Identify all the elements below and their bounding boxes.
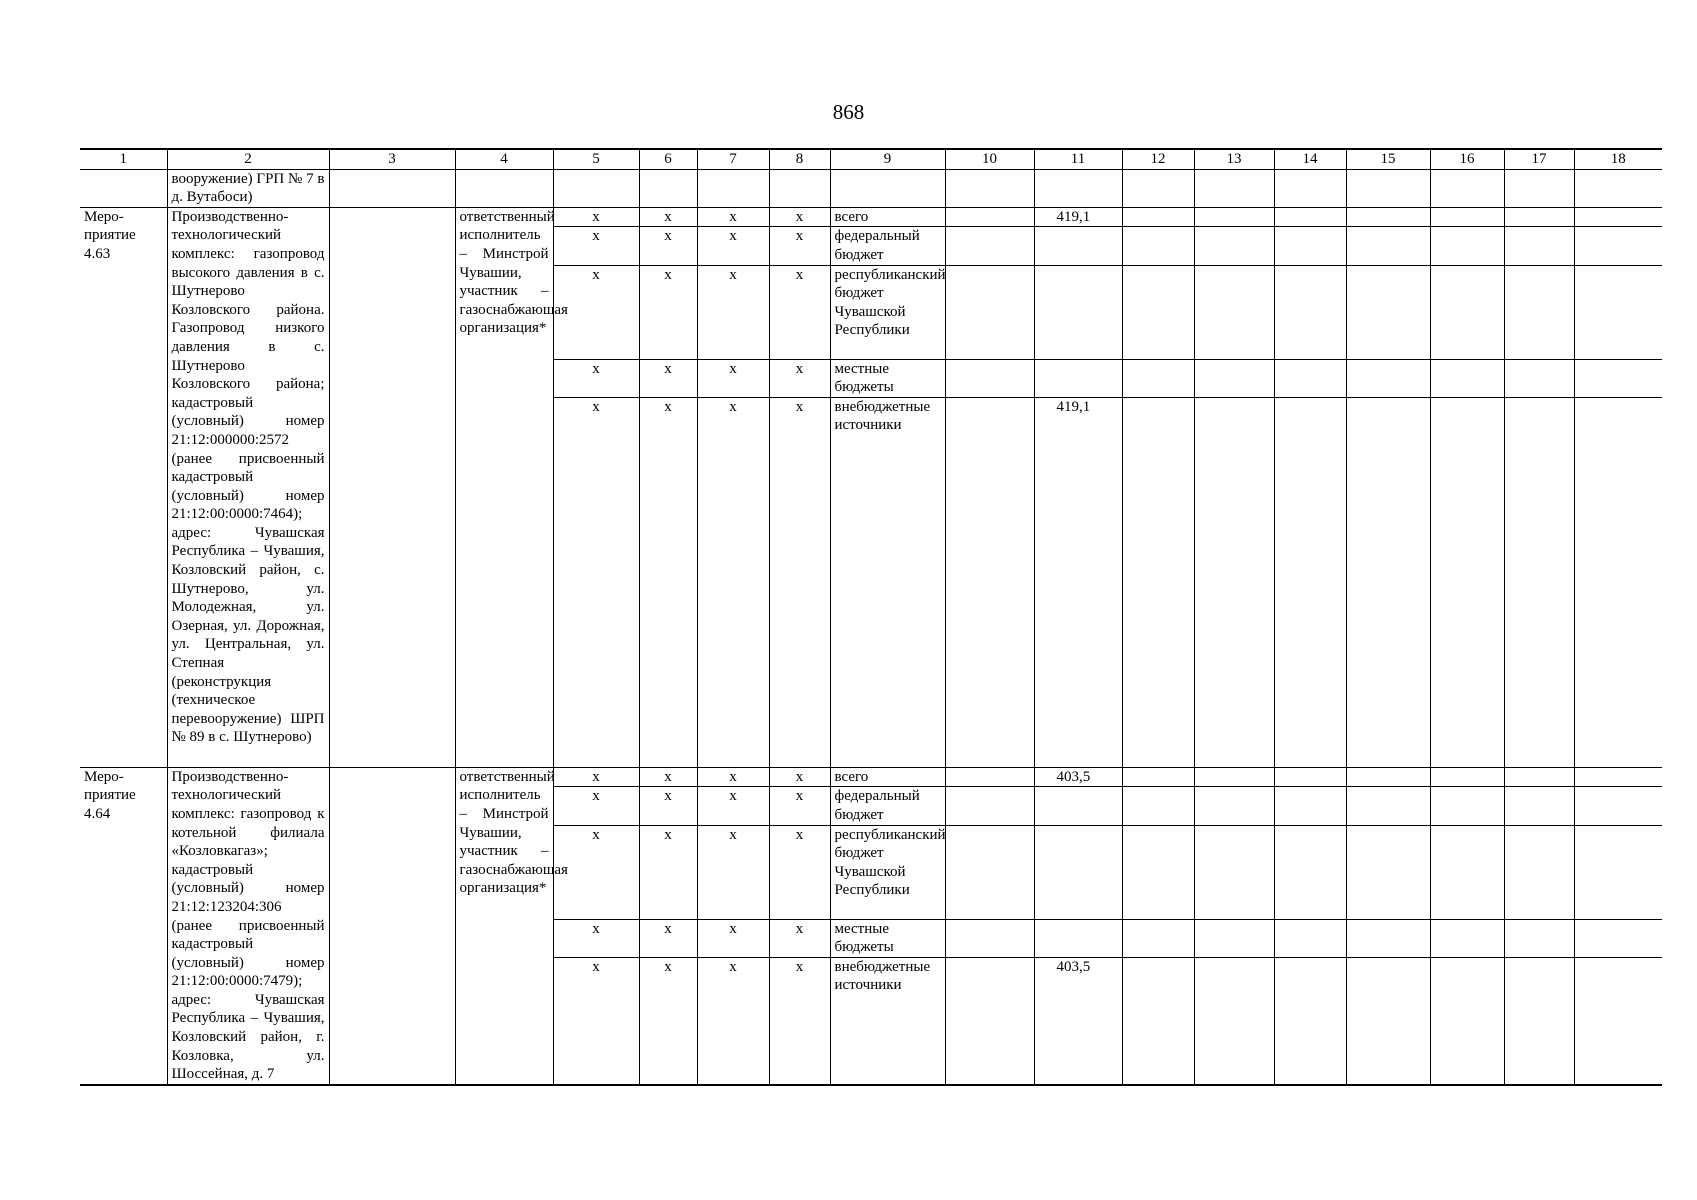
cell-x: х <box>769 767 830 787</box>
amount-value <box>1034 227 1122 265</box>
cell-x: х <box>553 207 639 227</box>
amount-value: 403,5 <box>1034 957 1122 1085</box>
funding-source: местные бюджеты <box>830 359 945 397</box>
cell-empty <box>1194 227 1274 265</box>
cell-x: х <box>697 787 769 825</box>
cell-empty <box>1346 227 1430 265</box>
cell-empty <box>1274 825 1346 919</box>
cell-x: х <box>639 227 697 265</box>
column-number-10: 10 <box>945 149 1034 169</box>
cell-empty <box>945 767 1034 787</box>
funding-source: внебюджетные источники <box>830 957 945 1085</box>
cell-empty <box>1504 957 1574 1085</box>
cell-empty <box>1504 359 1574 397</box>
cell-empty <box>1274 265 1346 359</box>
cell-x: х <box>639 359 697 397</box>
cell-x: х <box>769 227 830 265</box>
cell-x: х <box>697 359 769 397</box>
event-id: Меро- приятие 4.64 <box>80 767 167 1085</box>
cell-x: х <box>769 265 830 359</box>
cell-x: х <box>769 359 830 397</box>
cell-x: х <box>639 207 697 227</box>
event-description: Производственно-технологический комплекс: газопровод к котельной филиала «Козловкагаз»; кадастровый (условный) номер 21:12:123204:306 (ранее присвоенный кадастровый (условный) номер 21:12:00:0000:7479); адрес: Чувашская Республика – Чувашия, Козловский район, г. Козловка, ул. Шоссейная, д. 7 <box>167 767 329 1085</box>
cell-empty <box>1574 227 1662 265</box>
column-number-1: 1 <box>80 149 167 169</box>
cell-empty <box>1430 919 1504 957</box>
cell-x: х <box>553 825 639 919</box>
column-number-14: 14 <box>1274 149 1346 169</box>
cell-empty <box>1430 397 1504 767</box>
cell-empty <box>1194 397 1274 767</box>
cell-x: х <box>639 397 697 767</box>
cell-x: х <box>697 207 769 227</box>
cell-x: х <box>769 957 830 1085</box>
cell-empty <box>1274 957 1346 1085</box>
event-executor: ответственный исполнитель – Минстрой Чувашии, участник – газоснабжающая организация* <box>455 767 553 1085</box>
amount-value <box>1034 825 1122 919</box>
empty-cell <box>329 207 455 767</box>
cell-empty <box>945 397 1034 767</box>
cell-empty <box>945 265 1034 359</box>
empty-cell <box>329 767 455 1085</box>
cell-empty <box>1194 359 1274 397</box>
cell-empty <box>945 919 1034 957</box>
column-number-row <box>80 149 1662 169</box>
cell-empty <box>1430 359 1504 397</box>
cell-x: х <box>553 957 639 1085</box>
amount-value <box>1034 919 1122 957</box>
cell-x: х <box>553 397 639 767</box>
cell-x: х <box>769 825 830 919</box>
funding-source: внебюджетные источники <box>830 397 945 767</box>
cell-empty <box>1574 957 1662 1085</box>
program-table <box>80 148 1662 1086</box>
event-id: Меро- приятие 4.63 <box>80 207 167 767</box>
cell-empty <box>1122 957 1194 1085</box>
cell-empty <box>1274 767 1346 787</box>
cell-empty <box>1430 825 1504 919</box>
column-number-2: 2 <box>167 149 329 169</box>
cell-empty <box>1194 265 1274 359</box>
cell-empty <box>1346 767 1430 787</box>
cell-empty <box>1122 767 1194 787</box>
cell-x: х <box>697 919 769 957</box>
cell-empty <box>1194 825 1274 919</box>
cell-empty <box>1194 957 1274 1085</box>
cell-empty <box>1346 787 1430 825</box>
cell-empty <box>1194 207 1274 227</box>
column-number-8: 8 <box>769 149 830 169</box>
cell-empty <box>1346 825 1430 919</box>
column-number-9: 9 <box>830 149 945 169</box>
cell-empty <box>1504 207 1574 227</box>
event-executor: ответственный исполнитель – Минстрой Чувашии, участник – газоснабжающая организация* <box>455 207 553 767</box>
cell-empty <box>1504 825 1574 919</box>
cell-empty <box>1122 207 1194 227</box>
cell-empty <box>1430 767 1504 787</box>
amount-value: 419,1 <box>1034 207 1122 227</box>
amount-value <box>1034 359 1122 397</box>
cell-empty <box>1430 265 1504 359</box>
funding-source: всего <box>830 207 945 227</box>
cell-empty <box>1574 767 1662 787</box>
cell-empty <box>1346 919 1430 957</box>
cell-empty <box>945 787 1034 825</box>
cell-empty <box>945 957 1034 1085</box>
cell-x: х <box>769 397 830 767</box>
funding-row <box>80 207 1662 227</box>
cell-x: х <box>553 767 639 787</box>
cell-empty <box>1504 227 1574 265</box>
column-number-4: 4 <box>455 149 553 169</box>
cell-empty <box>945 227 1034 265</box>
cell-x: х <box>639 957 697 1085</box>
cell-empty <box>1574 265 1662 359</box>
page-number: 868 <box>832 100 865 124</box>
funding-source: республиканский бюджет Чувашской Республики <box>830 825 945 919</box>
cell-x: х <box>697 397 769 767</box>
cell-x: х <box>769 207 830 227</box>
cell-empty <box>1430 207 1504 227</box>
cell-empty <box>1504 397 1574 767</box>
cell-empty <box>1194 787 1274 825</box>
cell-empty <box>1122 227 1194 265</box>
cell-empty <box>1346 397 1430 767</box>
cell-empty <box>1346 957 1430 1085</box>
cell-empty <box>1430 957 1504 1085</box>
cell-empty <box>1274 397 1346 767</box>
continuation-description: вооружение) ГРП № 7 в д. Вутабоси) <box>167 169 329 207</box>
cell-empty <box>1194 767 1274 787</box>
cell-empty <box>1574 207 1662 227</box>
cell-x: х <box>769 919 830 957</box>
cell-x: х <box>697 227 769 265</box>
funding-source: федеральный бюджет <box>830 227 945 265</box>
cell-empty <box>1346 265 1430 359</box>
cell-empty <box>1122 919 1194 957</box>
column-number-16: 16 <box>1430 149 1504 169</box>
column-number-13: 13 <box>1194 149 1274 169</box>
cell-empty <box>1274 787 1346 825</box>
cell-empty <box>1346 359 1430 397</box>
cell-empty <box>1574 359 1662 397</box>
cell-x: х <box>553 359 639 397</box>
cell-empty <box>1274 359 1346 397</box>
column-number-3: 3 <box>329 149 455 169</box>
cell-empty <box>1574 787 1662 825</box>
cell-empty <box>1430 787 1504 825</box>
column-number-5: 5 <box>553 149 639 169</box>
cell-empty <box>1504 919 1574 957</box>
column-number-17: 17 <box>1504 149 1574 169</box>
funding-source: федеральный бюджет <box>830 787 945 825</box>
cell-empty <box>1122 265 1194 359</box>
cell-empty <box>1274 207 1346 227</box>
cell-empty <box>1504 787 1574 825</box>
cell-empty <box>1122 397 1194 767</box>
funding-row <box>80 767 1662 787</box>
column-number-6: 6 <box>639 149 697 169</box>
cell-empty <box>1122 787 1194 825</box>
amount-value: 419,1 <box>1034 397 1122 767</box>
amount-value: 403,5 <box>1034 767 1122 787</box>
funding-source: республиканский бюджет Чувашской Республики <box>830 265 945 359</box>
cell-x: х <box>769 787 830 825</box>
cell-x: х <box>553 265 639 359</box>
cell-x: х <box>697 957 769 1085</box>
cell-x: х <box>553 919 639 957</box>
column-number-7: 7 <box>697 149 769 169</box>
amount-value <box>1034 265 1122 359</box>
funding-source: всего <box>830 767 945 787</box>
cell-empty <box>1504 265 1574 359</box>
column-number-12: 12 <box>1122 149 1194 169</box>
cell-x: х <box>697 265 769 359</box>
cell-x: х <box>697 825 769 919</box>
cell-empty <box>1574 397 1662 767</box>
amount-value <box>1034 787 1122 825</box>
cell-empty <box>1346 207 1430 227</box>
cell-empty <box>945 359 1034 397</box>
cell-empty <box>945 207 1034 227</box>
cell-x: х <box>639 767 697 787</box>
cell-x: х <box>697 767 769 787</box>
cell-empty <box>1194 919 1274 957</box>
column-number-15: 15 <box>1346 149 1430 169</box>
cell-empty <box>945 825 1034 919</box>
cell-x: х <box>639 265 697 359</box>
cell-x: х <box>639 787 697 825</box>
cell-empty <box>1122 359 1194 397</box>
cell-x: х <box>639 919 697 957</box>
cell-empty <box>1430 227 1504 265</box>
cell-x: х <box>553 227 639 265</box>
cell-empty <box>1504 767 1574 787</box>
cell-empty <box>1574 825 1662 919</box>
event-description: Производственно-технологический комплекс: газопровод высокого давления в с. Шутнерово Козловского района. Газопровод низкого давления в с. Шутнерово Козловского района; кадастровый (условный) номер 21:12:000000:2572 (ранее присвоенный кадастровый (условный) номер 21:12:00:0000:7464); адрес: Чувашская Республика – Чувашия, Козловский район, с. Шутнерово, ул. Молодежная, ул. Озерная, ул. Дорожная, ул. Центральная, ул. Степная (реконструкция (техническое перевооружение) ШРП № 89 в с. Шутнерово) <box>167 207 329 767</box>
cell-empty <box>1274 227 1346 265</box>
column-number-18: 18 <box>1574 149 1662 169</box>
cell-x: х <box>553 787 639 825</box>
column-number-11: 11 <box>1034 149 1122 169</box>
continuation-row <box>80 169 1662 207</box>
cell-empty <box>1274 919 1346 957</box>
cell-x: х <box>639 825 697 919</box>
cell-empty <box>1574 919 1662 957</box>
funding-source: местные бюджеты <box>830 919 945 957</box>
cell-empty <box>1122 825 1194 919</box>
